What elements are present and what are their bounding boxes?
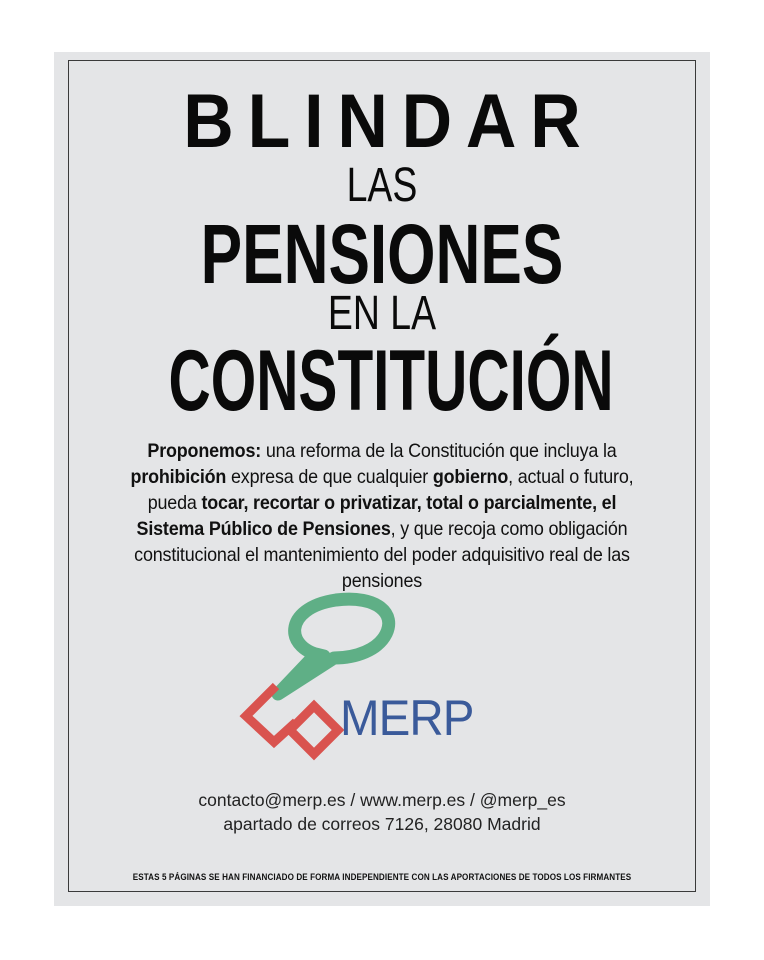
merp-wordmark: MERP [340,690,474,746]
headline-las: LAS [346,159,418,212]
proposal-emphasis-gobierno: gobierno [432,466,509,488]
contact-links: contacto@merp.es / www.merp.es / @merp_es [198,790,566,810]
contact-address: apartado de correos 7126, 28080 Madrid [223,814,541,834]
proposal-part: una reforma de la Constitución que incluya la [261,440,617,462]
proposal-part: , actual o futuro, pueda [147,466,634,514]
proposal-part: expresa de que cualquier [226,466,433,488]
proposal-lead: Proponemos: [147,440,262,462]
headline-constitucion: CONSTITUCIÓN [168,333,614,429]
proposal-part: , y que recoja como obligación constitucional el mantenimiento del poder adquisitivo real de las pensiones [134,518,630,592]
speech-bubble-shape [278,599,389,694]
proposal-text [123,438,642,594]
headline-pensiones: PENSIONES [200,207,564,301]
proposal-emphasis-prohibicion: prohibición [130,466,227,488]
chain-links-shape [246,686,338,754]
footer-note: ESTAS 5 PÁGINAS SE HAN FINANCIADO DE FORMA INDEPENDIENTE CON LAS APORTACIONES DE TODOS LOS FIRMANTES [132,872,632,882]
headline-blindar: BLINDAR [183,79,595,164]
proposal-emphasis-sistema: tocar, recortar o privatizar, total o parcialmente, el Sistema Público de Pensiones [136,492,617,540]
headline-en-la: EN LA [327,287,437,340]
speech-bubble-chain-logo-icon [238,590,478,780]
